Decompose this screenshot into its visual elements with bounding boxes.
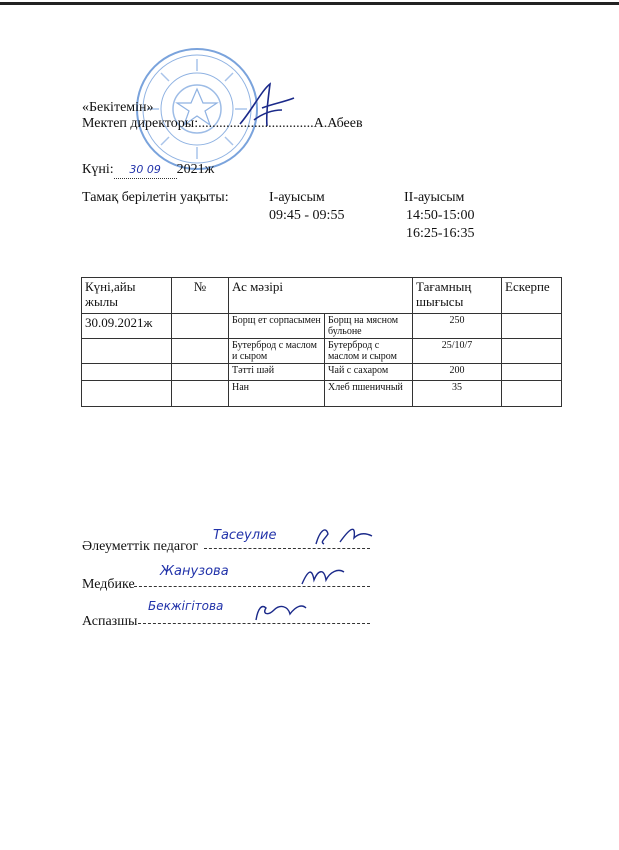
nurse-handwriting: Жанузова: [160, 564, 229, 579]
row-menu-ru: Бутерброд с маслом и сыром: [325, 339, 413, 364]
date-year: 2021ж: [176, 162, 215, 177]
social-pedagog-label: Әлеуметтік педагог: [82, 539, 199, 554]
header-date: Күні,айы жылы: [82, 278, 172, 314]
date-handwritten: 30 09: [114, 162, 177, 179]
row-menu-kz: Бутерброд с маслом и сыром: [229, 339, 325, 364]
header-output: Тағамның шығысы: [413, 278, 502, 314]
shift2-time1: 14:50-15:00: [406, 208, 475, 223]
row-output: 25/10/7: [413, 339, 502, 364]
row-output: 250: [413, 314, 502, 339]
schedule-label: Тамақ берілетін уақыты:: [82, 190, 229, 205]
row-note: [502, 381, 562, 407]
row-date: [82, 339, 172, 364]
row-number: [172, 364, 229, 381]
table-row: [82, 381, 562, 407]
director-dots: .................................: [198, 116, 314, 131]
approve-heading: «Бекітемін»: [82, 100, 154, 115]
row-output: 35: [413, 381, 502, 407]
date-line: [82, 162, 214, 179]
shift1-time: 09:45 - 09:55: [269, 208, 345, 223]
header-number: №: [172, 278, 229, 314]
table-header-row: [82, 278, 562, 314]
row-note: [502, 314, 562, 339]
row-menu-ru: Хлеб пшеничный: [325, 381, 413, 407]
row-date: 30.09.2021ж: [82, 314, 172, 339]
row-note: [502, 339, 562, 364]
table-row: [82, 314, 562, 339]
nurse-label: Медбике: [82, 577, 135, 592]
row-number: [172, 381, 229, 407]
shift2-time2: 16:25-16:35: [406, 226, 475, 241]
table-row: [82, 364, 562, 381]
cook-label: Аспазшы: [82, 614, 138, 629]
director-line: [82, 116, 363, 132]
row-menu-kz: Нан: [229, 381, 325, 407]
row-date: [82, 364, 172, 381]
date-label: Күні:: [82, 162, 114, 177]
cook-handwriting: Бекжігітова: [148, 599, 224, 613]
row-date: [82, 381, 172, 407]
nurse-signature: [298, 562, 348, 590]
row-note: [502, 364, 562, 381]
row-menu-kz: Тәтті шәй: [229, 364, 325, 381]
row-output: 200: [413, 364, 502, 381]
page-top-border: [0, 2, 619, 5]
social-pedagog-signature: [310, 520, 380, 550]
header-menu: Ас мәзірі: [229, 278, 413, 314]
row-menu-kz: Борщ ет сорпасымен: [229, 314, 325, 339]
row-number: [172, 314, 229, 339]
shift1-title: I-ауысым: [269, 190, 325, 205]
row-number: [172, 339, 229, 364]
director-name: А.Абеев: [313, 116, 363, 131]
header-note: Ескерпе: [502, 278, 562, 314]
social-pedagog-handwriting: Тасеулие: [213, 528, 277, 543]
shift2-title: II-ауысым: [404, 190, 465, 205]
cook-signature: [250, 598, 310, 626]
row-menu-ru: Чай с сахаром: [325, 364, 413, 381]
table-row: [82, 339, 562, 364]
director-label: Мектеп директоры:: [82, 116, 199, 131]
row-menu-ru: Борщ на мясном бульоне: [325, 314, 413, 339]
menu-table: [81, 277, 562, 407]
